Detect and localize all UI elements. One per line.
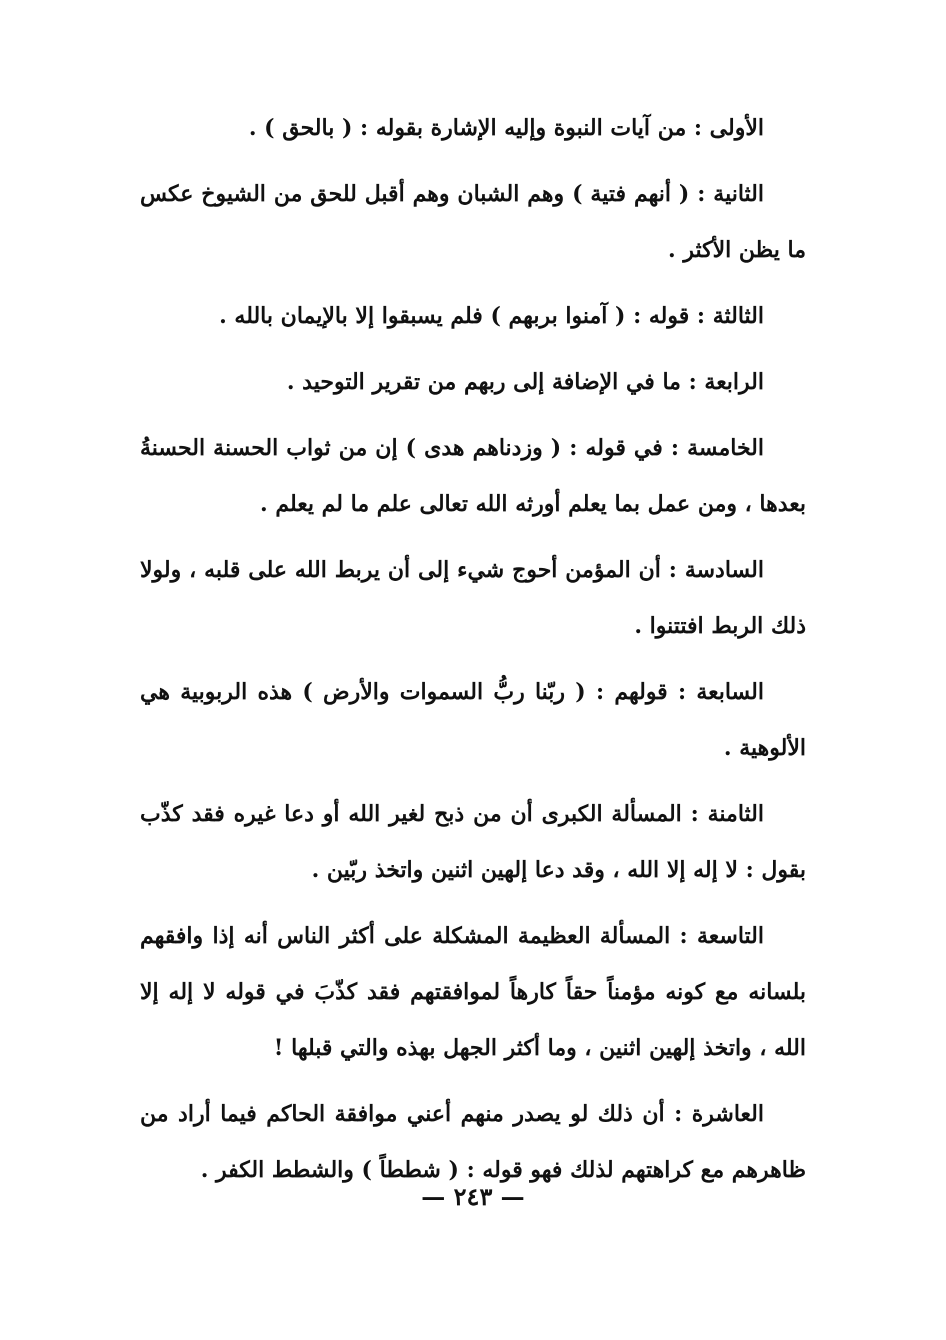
paragraph-fourth: الرابعة : ما في الإضافة إلى ربهم من تقرير التوحيد . bbox=[286, 369, 764, 395]
paragraph-eighth: الثامنة : المسألة الكبرى أن من ذبح لغير الله أو دعا غيره فقد كذّب بقول : لا إله إلا الله ، وقد دعا إلهين اثنين واتخذ ربّين . bbox=[140, 801, 806, 883]
paragraph-first: الأولى : من آيات النبوة وإليه الإشارة بقوله : ( بالحق ) . bbox=[248, 115, 764, 141]
page-number: — ٢٤٣ — bbox=[421, 1182, 525, 1211]
paragraph-fifth: الخامسة : في قوله : ( وزدناهم هدى ) إن من ثواب الحسنة الحسنةُ بعدها ، ومن عمل بما يعلم أورثه الله تعالى علم ما لم يعلم . bbox=[140, 435, 806, 517]
paragraph-second: الثانية : ( أنهم فتية ) وهم الشبان وهم أقبل للحق من الشيوخ عكس ما يظن الأكثر . bbox=[140, 181, 806, 263]
paragraph-third: الثالثة : قوله : ( آمنوا بربهم ) فلم يسبقوا إلا بالإيمان بالله . bbox=[219, 303, 764, 329]
page-body-text bbox=[140, 100, 806, 1208]
paragraph-ninth: التاسعة : المسألة العظيمة المشكلة على أكثر الناس أنه إذا وافقهم بلسانه مع كونه مؤمناً حقاً كارهاً لموافقتهم فقد كذّبَ في قوله لا إله إلا الله ، واتخذ إلهين اثنين ، وما أكثر الجهل بهذه والتي قبلها ! bbox=[140, 923, 806, 1061]
paragraph-tenth: العاشرة : أن ذلك لو يصدر منهم أعني موافقة الحاكم فيما أراد من ظاهرهم مع كراهتهم لذلك فهو قوله : ( شططاً ) والشطط الكفر . bbox=[140, 1101, 806, 1183]
paragraph-seventh: السابعة : قولهم : ( ربّنا ربُّ السموات والأرض ) هذه الربوبية هي الألوهية . bbox=[140, 679, 806, 761]
paragraph-sixth: السادسة : أن المؤمن أحوج شيء إلى أن يربط الله على قلبه ، ولولا ذلك الربط افتتنوا . bbox=[140, 557, 806, 639]
